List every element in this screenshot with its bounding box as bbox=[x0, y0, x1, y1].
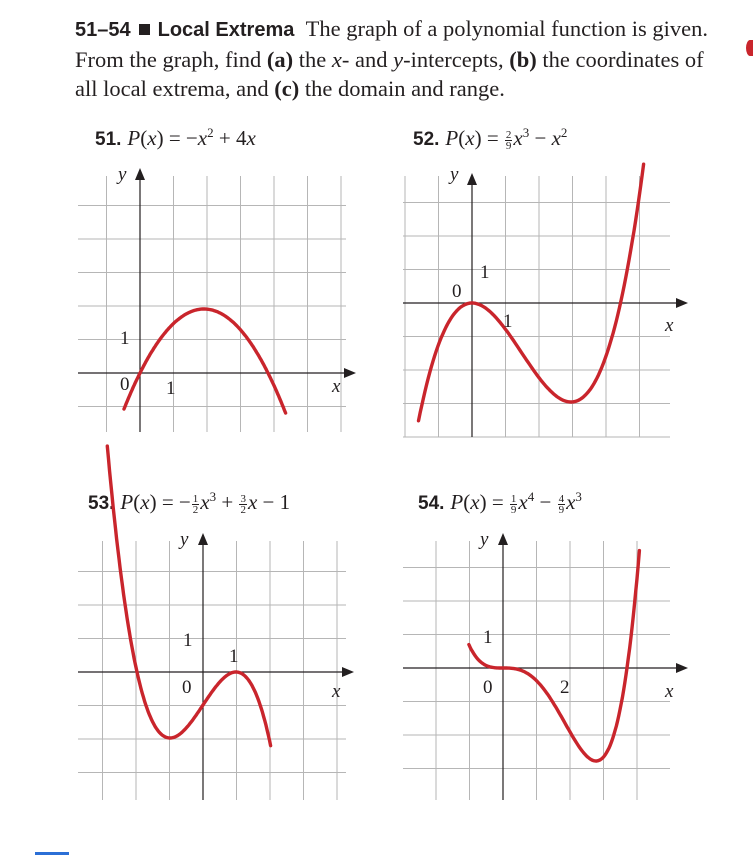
eq-minus: − bbox=[534, 126, 547, 150]
problem-52-label: 52. P(x) = $\frac{2}{9}$ $x^3 - x^2$ bbox=[413, 125, 568, 152]
scroll-indicator bbox=[35, 852, 69, 855]
intro-text-1: The graph of a polynomial function is given. From the graph, find bbox=[75, 16, 709, 72]
x-axis-arrow-icon bbox=[676, 663, 688, 673]
y-tick-label: 1 bbox=[183, 630, 193, 651]
eq-x: x bbox=[197, 126, 208, 150]
origin-label: 0 bbox=[452, 281, 462, 302]
intro-text-5: the coordinates of all local extrema, and bbox=[75, 47, 704, 101]
intro-text-6: the domain and range. bbox=[299, 76, 505, 101]
intro-text-3: - and bbox=[341, 47, 394, 72]
denominator: 9 bbox=[558, 503, 565, 516]
intro-text-4: -intercepts, bbox=[403, 47, 510, 72]
eq-x: x bbox=[518, 490, 528, 514]
numerator: 1 bbox=[510, 492, 517, 505]
intro-text-2: the bbox=[293, 47, 332, 72]
eq-exp: 3 bbox=[522, 125, 530, 140]
numerator: 3 bbox=[240, 492, 246, 505]
eq-plus: + bbox=[221, 490, 234, 514]
x-axis-label: x bbox=[332, 681, 341, 702]
problem-number: 54. bbox=[418, 493, 445, 514]
problem-number: 51. bbox=[95, 129, 122, 150]
grid bbox=[403, 541, 670, 800]
eq-sign: = bbox=[156, 490, 179, 514]
curve bbox=[469, 551, 640, 761]
eq-x: x bbox=[513, 126, 523, 150]
eq-p: P bbox=[127, 126, 141, 150]
x-axis-label: x bbox=[332, 376, 341, 397]
x-tick-label: 1 bbox=[229, 646, 239, 667]
eq-coef: 4 bbox=[235, 126, 247, 150]
problem-number: 53. bbox=[88, 493, 115, 514]
origin-label: 0 bbox=[182, 677, 192, 698]
part-b-marker: (b) bbox=[509, 47, 537, 72]
x-tick-label: 1 bbox=[503, 311, 513, 332]
eq-sign: = bbox=[163, 126, 186, 150]
section-heading: Local Extrema bbox=[157, 19, 295, 41]
y-tick-label: 1 bbox=[483, 627, 493, 648]
eq-sign: = bbox=[486, 490, 509, 514]
y-axis-label: y bbox=[450, 164, 459, 185]
eq-minus: − bbox=[185, 126, 198, 150]
eq-sign: = bbox=[481, 126, 504, 150]
numerator: 4 bbox=[558, 492, 565, 505]
x-axis-label: x bbox=[665, 681, 674, 702]
part-a-marker: (a) bbox=[266, 47, 294, 72]
eq-minus: − bbox=[539, 490, 552, 514]
eq-exp: 2 bbox=[560, 125, 568, 140]
y-tick-label: 1 bbox=[480, 262, 490, 283]
problem-54-label: 54. P(x) = $\frac{1}{9}$ $x^4$ − $\frac{4}{9}$ $x^3$ bbox=[418, 489, 582, 516]
page-edge-mark bbox=[746, 40, 753, 56]
eq-minus: − bbox=[178, 490, 191, 514]
eq-x: x bbox=[200, 490, 210, 514]
denominator: 2 bbox=[240, 503, 246, 516]
numerator: 2 bbox=[505, 128, 512, 141]
eq-x: x bbox=[551, 126, 561, 150]
problem-53-label: 53. P(x) = − $\frac{1}{2}$ $x^3$ + $\frac{3}{2}$ x − 1 bbox=[88, 489, 291, 516]
denominator: 2 bbox=[192, 503, 199, 516]
problem-number: 52. bbox=[413, 129, 440, 150]
intro-x-var: x bbox=[331, 47, 342, 72]
eq-p: P bbox=[445, 126, 459, 150]
x-tick-label: 2 bbox=[560, 677, 570, 698]
y-axis-arrow-icon bbox=[498, 533, 508, 545]
eq-p: P bbox=[450, 490, 464, 514]
problem-range: 51–54 bbox=[75, 19, 131, 41]
problem-51-label: 51. $P(x) = -x^2 + 4x$ bbox=[95, 125, 256, 150]
x-tick-label: 1 bbox=[166, 378, 176, 399]
denominator: 9 bbox=[505, 139, 512, 152]
eq-x: x bbox=[147, 126, 157, 150]
eq-x: x bbox=[470, 490, 480, 514]
y-axis-label: y bbox=[480, 529, 489, 550]
eq-constant: − 1 bbox=[262, 490, 291, 514]
numerator: 1 bbox=[192, 492, 199, 505]
eq-x: x bbox=[566, 490, 576, 514]
eq-p: P bbox=[120, 490, 134, 514]
eq-x: x bbox=[247, 490, 258, 514]
y-axis-label: y bbox=[118, 164, 127, 185]
eq-exp: 4 bbox=[527, 489, 535, 504]
eq-exp: 2 bbox=[207, 125, 214, 140]
y-axis-label: y bbox=[180, 529, 189, 550]
eq-x: x bbox=[246, 126, 256, 150]
eq-exp: 3 bbox=[209, 489, 217, 504]
eq-x: x bbox=[140, 490, 150, 514]
eq-x: x bbox=[465, 126, 475, 150]
y-tick-label: 1 bbox=[120, 328, 130, 349]
x-axis-label: x bbox=[665, 315, 674, 336]
origin-label: 0 bbox=[483, 677, 493, 698]
part-c-marker: (c) bbox=[274, 76, 300, 101]
origin-label: 0 bbox=[120, 374, 130, 395]
eq-plus: + bbox=[218, 126, 231, 150]
eq-exp: 3 bbox=[575, 489, 582, 504]
denominator: 9 bbox=[510, 503, 517, 516]
intro-y-var: y bbox=[393, 47, 404, 72]
